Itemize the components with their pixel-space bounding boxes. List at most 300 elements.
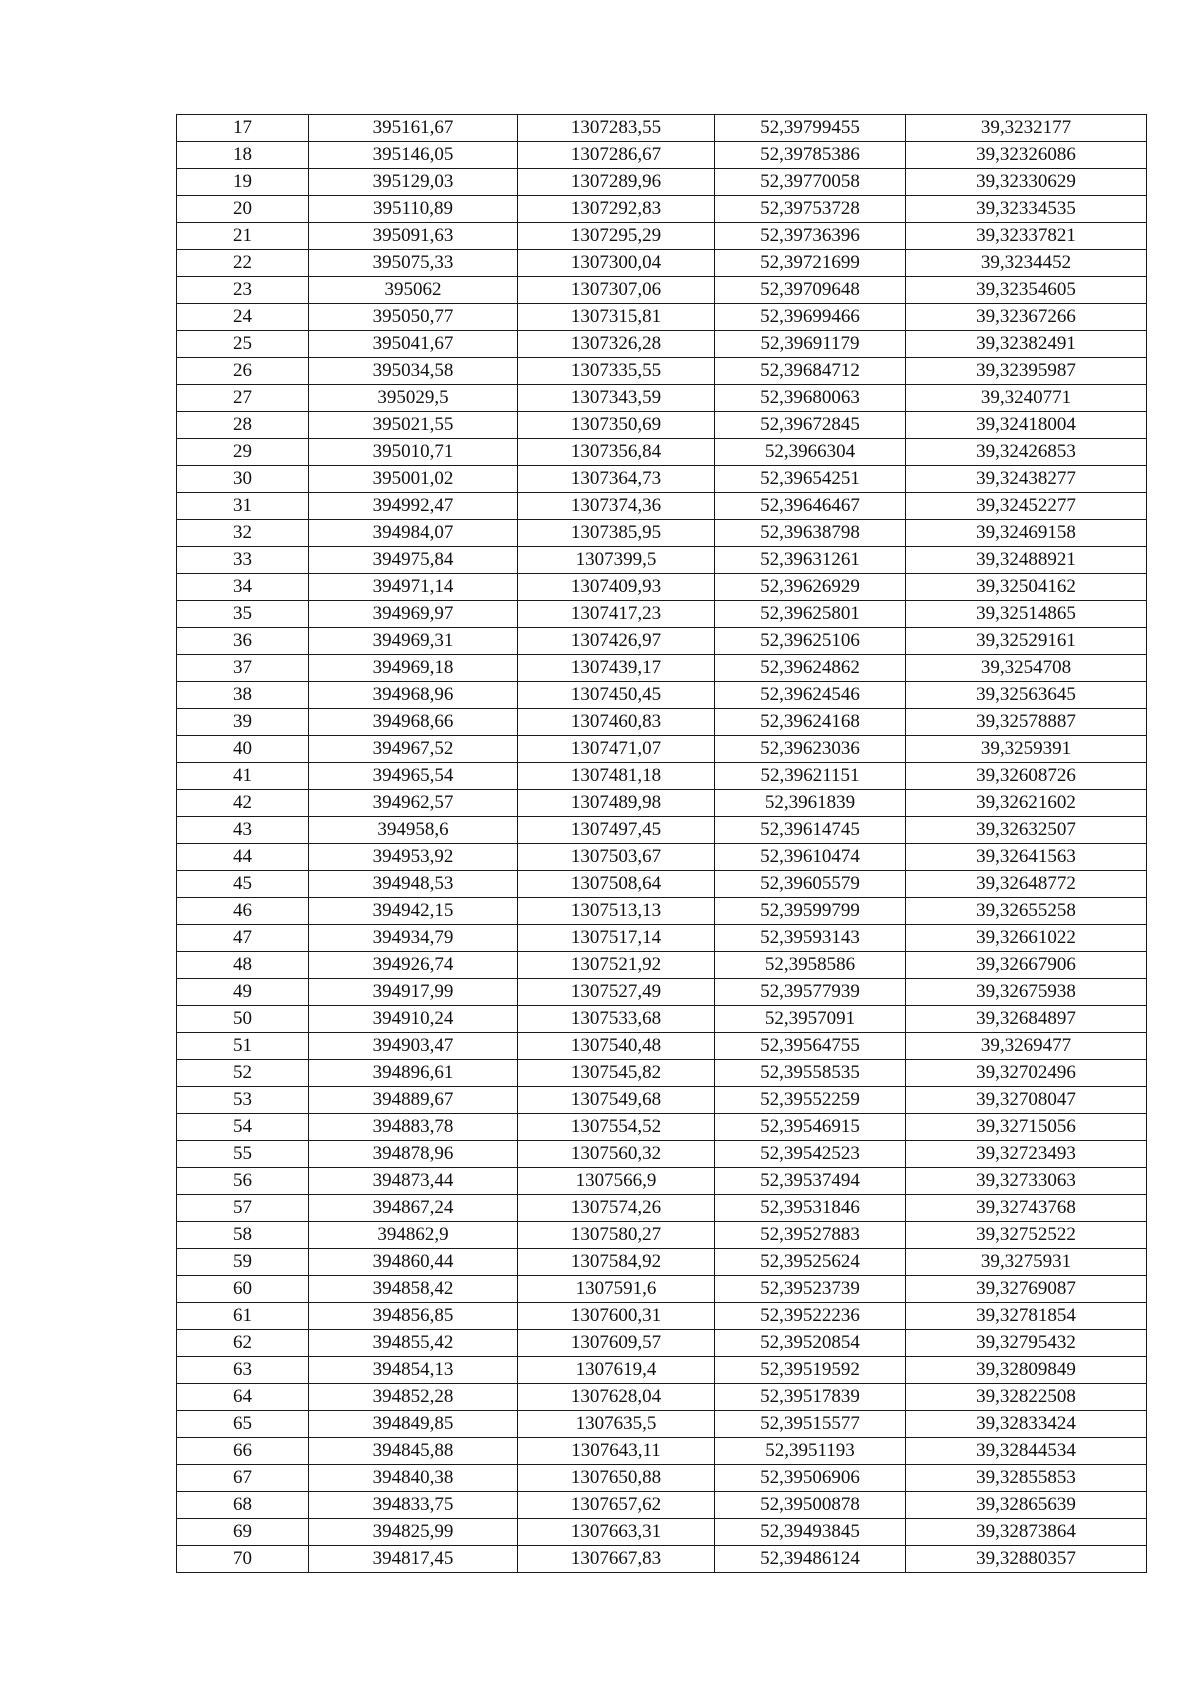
- table-row: [177, 466, 1147, 493]
- longitude-cell: 39,32873864: [906, 1519, 1147, 1546]
- table-row: [177, 1195, 1147, 1222]
- y-coordinate-cell: 1307527,49: [518, 979, 715, 1006]
- longitude-cell: 39,32563645: [906, 682, 1147, 709]
- latitude-cell: 52,39626929: [715, 574, 906, 601]
- latitude-cell: 52,39542523: [715, 1141, 906, 1168]
- table-row: [177, 412, 1147, 439]
- x-coordinate-cell: 394896,61: [309, 1060, 518, 1087]
- y-coordinate-cell: 1307439,17: [518, 655, 715, 682]
- latitude-cell: 52,39785386: [715, 142, 906, 169]
- latitude-cell: 52,39631261: [715, 547, 906, 574]
- point-number-cell: 25: [177, 331, 309, 358]
- latitude-cell: 52,39519592: [715, 1357, 906, 1384]
- table-row: [177, 925, 1147, 952]
- point-number-cell: 37: [177, 655, 309, 682]
- latitude-cell: 52,39523739: [715, 1276, 906, 1303]
- x-coordinate-cell: 394948,53: [309, 871, 518, 898]
- latitude-cell: 52,39605579: [715, 871, 906, 898]
- latitude-cell: 52,3958586: [715, 952, 906, 979]
- longitude-cell: 39,32715056: [906, 1114, 1147, 1141]
- longitude-cell: 39,32529161: [906, 628, 1147, 655]
- x-coordinate-cell: 394903,47: [309, 1033, 518, 1060]
- latitude-cell: 52,39625106: [715, 628, 906, 655]
- point-number-cell: 24: [177, 304, 309, 331]
- point-number-cell: 43: [177, 817, 309, 844]
- table-row: [177, 1303, 1147, 1330]
- x-coordinate-cell: 394910,24: [309, 1006, 518, 1033]
- longitude-cell: 39,3259391: [906, 736, 1147, 763]
- table-row: [177, 1222, 1147, 1249]
- x-coordinate-cell: 395091,63: [309, 223, 518, 250]
- point-number-cell: 23: [177, 277, 309, 304]
- table-row: [177, 979, 1147, 1006]
- latitude-cell: 52,3961839: [715, 790, 906, 817]
- longitude-cell: 39,32648772: [906, 871, 1147, 898]
- x-coordinate-cell: 394969,31: [309, 628, 518, 655]
- x-coordinate-cell: 394992,47: [309, 493, 518, 520]
- latitude-cell: 52,39721699: [715, 250, 906, 277]
- x-coordinate-cell: 394953,92: [309, 844, 518, 871]
- x-coordinate-cell: 394942,15: [309, 898, 518, 925]
- table-row: [177, 817, 1147, 844]
- x-coordinate-cell: 394971,14: [309, 574, 518, 601]
- latitude-cell: 52,39624168: [715, 709, 906, 736]
- latitude-cell: 52,39621151: [715, 763, 906, 790]
- x-coordinate-cell: 395010,71: [309, 439, 518, 466]
- latitude-cell: 52,39593143: [715, 925, 906, 952]
- longitude-cell: 39,32438277: [906, 466, 1147, 493]
- longitude-cell: 39,32504162: [906, 574, 1147, 601]
- point-number-cell: 51: [177, 1033, 309, 1060]
- y-coordinate-cell: 1307513,13: [518, 898, 715, 925]
- y-coordinate-cell: 1307343,59: [518, 385, 715, 412]
- x-coordinate-cell: 394968,96: [309, 682, 518, 709]
- longitude-cell: 39,32326086: [906, 142, 1147, 169]
- latitude-cell: 52,3966304: [715, 439, 906, 466]
- x-coordinate-cell: 394926,74: [309, 952, 518, 979]
- x-coordinate-cell: 394852,28: [309, 1384, 518, 1411]
- longitude-cell: 39,32514865: [906, 601, 1147, 628]
- point-number-cell: 45: [177, 871, 309, 898]
- point-number-cell: 40: [177, 736, 309, 763]
- y-coordinate-cell: 1307385,95: [518, 520, 715, 547]
- x-coordinate-cell: 394883,78: [309, 1114, 518, 1141]
- latitude-cell: 52,39753728: [715, 196, 906, 223]
- y-coordinate-cell: 1307574,26: [518, 1195, 715, 1222]
- point-number-cell: 66: [177, 1438, 309, 1465]
- table-row: [177, 520, 1147, 547]
- longitude-cell: 39,32855853: [906, 1465, 1147, 1492]
- longitude-cell: 39,32488921: [906, 547, 1147, 574]
- x-coordinate-cell: 395161,67: [309, 115, 518, 142]
- table-row: [177, 142, 1147, 169]
- table-row: [177, 169, 1147, 196]
- table-row: [177, 655, 1147, 682]
- latitude-cell: 52,39638798: [715, 520, 906, 547]
- longitude-cell: 39,32452277: [906, 493, 1147, 520]
- point-number-cell: 63: [177, 1357, 309, 1384]
- table-row: [177, 304, 1147, 331]
- longitude-cell: 39,32723493: [906, 1141, 1147, 1168]
- y-coordinate-cell: 1307580,27: [518, 1222, 715, 1249]
- latitude-cell: 52,39486124: [715, 1546, 906, 1573]
- table-row: [177, 385, 1147, 412]
- y-coordinate-cell: 1307554,52: [518, 1114, 715, 1141]
- table-row: [177, 844, 1147, 871]
- point-number-cell: 39: [177, 709, 309, 736]
- table-row: [177, 1438, 1147, 1465]
- latitude-cell: 52,39709648: [715, 277, 906, 304]
- latitude-cell: 52,39770058: [715, 169, 906, 196]
- longitude-cell: 39,32667906: [906, 952, 1147, 979]
- y-coordinate-cell: 1307560,32: [518, 1141, 715, 1168]
- latitude-cell: 52,39654251: [715, 466, 906, 493]
- table-row: [177, 1519, 1147, 1546]
- x-coordinate-cell: 394840,38: [309, 1465, 518, 1492]
- y-coordinate-cell: 1307417,23: [518, 601, 715, 628]
- table-row: [177, 1033, 1147, 1060]
- table-row: [177, 277, 1147, 304]
- latitude-cell: 52,3957091: [715, 1006, 906, 1033]
- point-number-cell: 52: [177, 1060, 309, 1087]
- y-coordinate-cell: 1307619,4: [518, 1357, 715, 1384]
- point-number-cell: 28: [177, 412, 309, 439]
- longitude-cell: 39,32578887: [906, 709, 1147, 736]
- point-number-cell: 27: [177, 385, 309, 412]
- latitude-cell: 52,39520854: [715, 1330, 906, 1357]
- coordinates-table-body: [177, 115, 1147, 1573]
- point-number-cell: 48: [177, 952, 309, 979]
- latitude-cell: 52,39691179: [715, 331, 906, 358]
- longitude-cell: 39,3275931: [906, 1249, 1147, 1276]
- longitude-cell: 39,32809849: [906, 1357, 1147, 1384]
- longitude-cell: 39,32426853: [906, 439, 1147, 466]
- table-row: [177, 709, 1147, 736]
- point-number-cell: 33: [177, 547, 309, 574]
- point-number-cell: 42: [177, 790, 309, 817]
- x-coordinate-cell: 394862,9: [309, 1222, 518, 1249]
- longitude-cell: 39,32354605: [906, 277, 1147, 304]
- longitude-cell: 39,32641563: [906, 844, 1147, 871]
- table-row: [177, 871, 1147, 898]
- longitude-cell: 39,3254708: [906, 655, 1147, 682]
- latitude-cell: 52,39525624: [715, 1249, 906, 1276]
- latitude-cell: 52,3951193: [715, 1438, 906, 1465]
- longitude-cell: 39,32632507: [906, 817, 1147, 844]
- longitude-cell: 39,32661022: [906, 925, 1147, 952]
- y-coordinate-cell: 1307471,07: [518, 736, 715, 763]
- latitude-cell: 52,39623036: [715, 736, 906, 763]
- point-number-cell: 30: [177, 466, 309, 493]
- point-number-cell: 53: [177, 1087, 309, 1114]
- x-coordinate-cell: 395021,55: [309, 412, 518, 439]
- point-number-cell: 18: [177, 142, 309, 169]
- y-coordinate-cell: 1307497,45: [518, 817, 715, 844]
- latitude-cell: 52,39517839: [715, 1384, 906, 1411]
- x-coordinate-cell: 394860,44: [309, 1249, 518, 1276]
- latitude-cell: 52,39624546: [715, 682, 906, 709]
- point-number-cell: 58: [177, 1222, 309, 1249]
- point-number-cell: 19: [177, 169, 309, 196]
- longitude-cell: 39,32702496: [906, 1060, 1147, 1087]
- table-row: [177, 1465, 1147, 1492]
- latitude-cell: 52,39625801: [715, 601, 906, 628]
- x-coordinate-cell: 395050,77: [309, 304, 518, 331]
- y-coordinate-cell: 1307667,83: [518, 1546, 715, 1573]
- latitude-cell: 52,39506906: [715, 1465, 906, 1492]
- latitude-cell: 52,39552259: [715, 1087, 906, 1114]
- point-number-cell: 41: [177, 763, 309, 790]
- table-row: [177, 763, 1147, 790]
- y-coordinate-cell: 1307374,36: [518, 493, 715, 520]
- longitude-cell: 39,32795432: [906, 1330, 1147, 1357]
- x-coordinate-cell: 394854,13: [309, 1357, 518, 1384]
- y-coordinate-cell: 1307356,84: [518, 439, 715, 466]
- point-number-cell: 64: [177, 1384, 309, 1411]
- point-number-cell: 32: [177, 520, 309, 547]
- table-row: [177, 1276, 1147, 1303]
- y-coordinate-cell: 1307489,98: [518, 790, 715, 817]
- x-coordinate-cell: 394969,18: [309, 655, 518, 682]
- y-coordinate-cell: 1307643,11: [518, 1438, 715, 1465]
- y-coordinate-cell: 1307650,88: [518, 1465, 715, 1492]
- y-coordinate-cell: 1307663,31: [518, 1519, 715, 1546]
- longitude-cell: 39,32844534: [906, 1438, 1147, 1465]
- latitude-cell: 52,39684712: [715, 358, 906, 385]
- latitude-cell: 52,39493845: [715, 1519, 906, 1546]
- point-number-cell: 50: [177, 1006, 309, 1033]
- point-number-cell: 20: [177, 196, 309, 223]
- longitude-cell: 39,32865639: [906, 1492, 1147, 1519]
- x-coordinate-cell: 394825,99: [309, 1519, 518, 1546]
- latitude-cell: 52,39527883: [715, 1222, 906, 1249]
- y-coordinate-cell: 1307600,31: [518, 1303, 715, 1330]
- table-row: [177, 1411, 1147, 1438]
- table-row: [177, 601, 1147, 628]
- y-coordinate-cell: 1307635,5: [518, 1411, 715, 1438]
- y-coordinate-cell: 1307460,83: [518, 709, 715, 736]
- point-number-cell: 54: [177, 1114, 309, 1141]
- y-coordinate-cell: 1307426,97: [518, 628, 715, 655]
- y-coordinate-cell: 1307609,57: [518, 1330, 715, 1357]
- x-coordinate-cell: 394878,96: [309, 1141, 518, 1168]
- x-coordinate-cell: 394889,67: [309, 1087, 518, 1114]
- point-number-cell: 44: [177, 844, 309, 871]
- point-number-cell: 70: [177, 1546, 309, 1573]
- point-number-cell: 56: [177, 1168, 309, 1195]
- x-coordinate-cell: 394965,54: [309, 763, 518, 790]
- table-row: [177, 223, 1147, 250]
- latitude-cell: 52,39531846: [715, 1195, 906, 1222]
- coordinates-table: [176, 114, 1147, 1573]
- x-coordinate-cell: 395041,67: [309, 331, 518, 358]
- x-coordinate-cell: 394858,42: [309, 1276, 518, 1303]
- latitude-cell: 52,39680063: [715, 385, 906, 412]
- longitude-cell: 39,32608726: [906, 763, 1147, 790]
- longitude-cell: 39,3240771: [906, 385, 1147, 412]
- longitude-cell: 39,32752522: [906, 1222, 1147, 1249]
- longitude-cell: 39,3232177: [906, 115, 1147, 142]
- point-number-cell: 67: [177, 1465, 309, 1492]
- table-row: [177, 1330, 1147, 1357]
- latitude-cell: 52,39546915: [715, 1114, 906, 1141]
- table-row: [177, 1087, 1147, 1114]
- point-number-cell: 46: [177, 898, 309, 925]
- longitude-cell: 39,32334535: [906, 196, 1147, 223]
- latitude-cell: 52,39672845: [715, 412, 906, 439]
- point-number-cell: 47: [177, 925, 309, 952]
- table-row: [177, 898, 1147, 925]
- x-coordinate-cell: 394967,52: [309, 736, 518, 763]
- point-number-cell: 21: [177, 223, 309, 250]
- x-coordinate-cell: 394867,24: [309, 1195, 518, 1222]
- table-row: [177, 1249, 1147, 1276]
- latitude-cell: 52,39610474: [715, 844, 906, 871]
- point-number-cell: 31: [177, 493, 309, 520]
- x-coordinate-cell: 395146,05: [309, 142, 518, 169]
- latitude-cell: 52,39558535: [715, 1060, 906, 1087]
- table-row: [177, 547, 1147, 574]
- y-coordinate-cell: 1307292,83: [518, 196, 715, 223]
- table-row: [177, 439, 1147, 466]
- x-coordinate-cell: 395029,5: [309, 385, 518, 412]
- longitude-cell: 39,32395987: [906, 358, 1147, 385]
- x-coordinate-cell: 395110,89: [309, 196, 518, 223]
- longitude-cell: 39,32382491: [906, 331, 1147, 358]
- point-number-cell: 59: [177, 1249, 309, 1276]
- latitude-cell: 52,39599799: [715, 898, 906, 925]
- x-coordinate-cell: 394984,07: [309, 520, 518, 547]
- x-coordinate-cell: 394962,57: [309, 790, 518, 817]
- table-row: [177, 574, 1147, 601]
- longitude-cell: 39,32733063: [906, 1168, 1147, 1195]
- latitude-cell: 52,39564755: [715, 1033, 906, 1060]
- x-coordinate-cell: 394968,66: [309, 709, 518, 736]
- table-row: [177, 1546, 1147, 1573]
- y-coordinate-cell: 1307399,5: [518, 547, 715, 574]
- point-number-cell: 57: [177, 1195, 309, 1222]
- x-coordinate-cell: 394817,45: [309, 1546, 518, 1573]
- point-number-cell: 69: [177, 1519, 309, 1546]
- table-row: [177, 628, 1147, 655]
- y-coordinate-cell: 1307628,04: [518, 1384, 715, 1411]
- table-row: [177, 1168, 1147, 1195]
- x-coordinate-cell: 395001,02: [309, 466, 518, 493]
- table-row: [177, 1357, 1147, 1384]
- table-row: [177, 790, 1147, 817]
- latitude-cell: 52,39537494: [715, 1168, 906, 1195]
- x-coordinate-cell: 394856,85: [309, 1303, 518, 1330]
- longitude-cell: 39,32367266: [906, 304, 1147, 331]
- longitude-cell: 39,32743768: [906, 1195, 1147, 1222]
- point-number-cell: 22: [177, 250, 309, 277]
- point-number-cell: 38: [177, 682, 309, 709]
- y-coordinate-cell: 1307315,81: [518, 304, 715, 331]
- x-coordinate-cell: 394833,75: [309, 1492, 518, 1519]
- y-coordinate-cell: 1307566,9: [518, 1168, 715, 1195]
- table-row: [177, 682, 1147, 709]
- latitude-cell: 52,39500878: [715, 1492, 906, 1519]
- y-coordinate-cell: 1307364,73: [518, 466, 715, 493]
- longitude-cell: 39,32418004: [906, 412, 1147, 439]
- point-number-cell: 34: [177, 574, 309, 601]
- x-coordinate-cell: 394845,88: [309, 1438, 518, 1465]
- longitude-cell: 39,32684897: [906, 1006, 1147, 1033]
- latitude-cell: 52,39522236: [715, 1303, 906, 1330]
- y-coordinate-cell: 1307409,93: [518, 574, 715, 601]
- longitude-cell: 39,32655258: [906, 898, 1147, 925]
- longitude-cell: 39,32675938: [906, 979, 1147, 1006]
- table-row: [177, 358, 1147, 385]
- x-coordinate-cell: 394958,6: [309, 817, 518, 844]
- table-row: [177, 196, 1147, 223]
- longitude-cell: 39,3269477: [906, 1033, 1147, 1060]
- point-number-cell: 61: [177, 1303, 309, 1330]
- longitude-cell: 39,32781854: [906, 1303, 1147, 1330]
- longitude-cell: 39,32880357: [906, 1546, 1147, 1573]
- longitude-cell: 39,32330629: [906, 169, 1147, 196]
- y-coordinate-cell: 1307545,82: [518, 1060, 715, 1087]
- point-number-cell: 65: [177, 1411, 309, 1438]
- point-number-cell: 36: [177, 628, 309, 655]
- y-coordinate-cell: 1307591,6: [518, 1276, 715, 1303]
- table-row: [177, 331, 1147, 358]
- table-row: [177, 1141, 1147, 1168]
- y-coordinate-cell: 1307450,45: [518, 682, 715, 709]
- latitude-cell: 52,39646467: [715, 493, 906, 520]
- y-coordinate-cell: 1307295,29: [518, 223, 715, 250]
- x-coordinate-cell: 394849,85: [309, 1411, 518, 1438]
- x-coordinate-cell: 394969,97: [309, 601, 518, 628]
- y-coordinate-cell: 1307481,18: [518, 763, 715, 790]
- latitude-cell: 52,39736396: [715, 223, 906, 250]
- y-coordinate-cell: 1307307,06: [518, 277, 715, 304]
- table-row: [177, 115, 1147, 142]
- longitude-cell: 39,32708047: [906, 1087, 1147, 1114]
- x-coordinate-cell: 394855,42: [309, 1330, 518, 1357]
- y-coordinate-cell: 1307584,92: [518, 1249, 715, 1276]
- x-coordinate-cell: 394917,99: [309, 979, 518, 1006]
- table-row: [177, 1492, 1147, 1519]
- longitude-cell: 39,3234452: [906, 250, 1147, 277]
- point-number-cell: 17: [177, 115, 309, 142]
- x-coordinate-cell: 395129,03: [309, 169, 518, 196]
- table-row: [177, 1060, 1147, 1087]
- point-number-cell: 60: [177, 1276, 309, 1303]
- latitude-cell: 52,39624862: [715, 655, 906, 682]
- x-coordinate-cell: 395062: [309, 277, 518, 304]
- latitude-cell: 52,39515577: [715, 1411, 906, 1438]
- point-number-cell: 62: [177, 1330, 309, 1357]
- point-number-cell: 35: [177, 601, 309, 628]
- table-row: [177, 250, 1147, 277]
- latitude-cell: 52,39614745: [715, 817, 906, 844]
- y-coordinate-cell: 1307300,04: [518, 250, 715, 277]
- latitude-cell: 52,39799455: [715, 115, 906, 142]
- y-coordinate-cell: 1307549,68: [518, 1087, 715, 1114]
- y-coordinate-cell: 1307335,55: [518, 358, 715, 385]
- y-coordinate-cell: 1307508,64: [518, 871, 715, 898]
- x-coordinate-cell: 394873,44: [309, 1168, 518, 1195]
- table-row: [177, 1384, 1147, 1411]
- point-number-cell: 49: [177, 979, 309, 1006]
- y-coordinate-cell: 1307657,62: [518, 1492, 715, 1519]
- x-coordinate-cell: 394934,79: [309, 925, 518, 952]
- longitude-cell: 39,32337821: [906, 223, 1147, 250]
- x-coordinate-cell: 395034,58: [309, 358, 518, 385]
- table-row: [177, 493, 1147, 520]
- y-coordinate-cell: 1307540,48: [518, 1033, 715, 1060]
